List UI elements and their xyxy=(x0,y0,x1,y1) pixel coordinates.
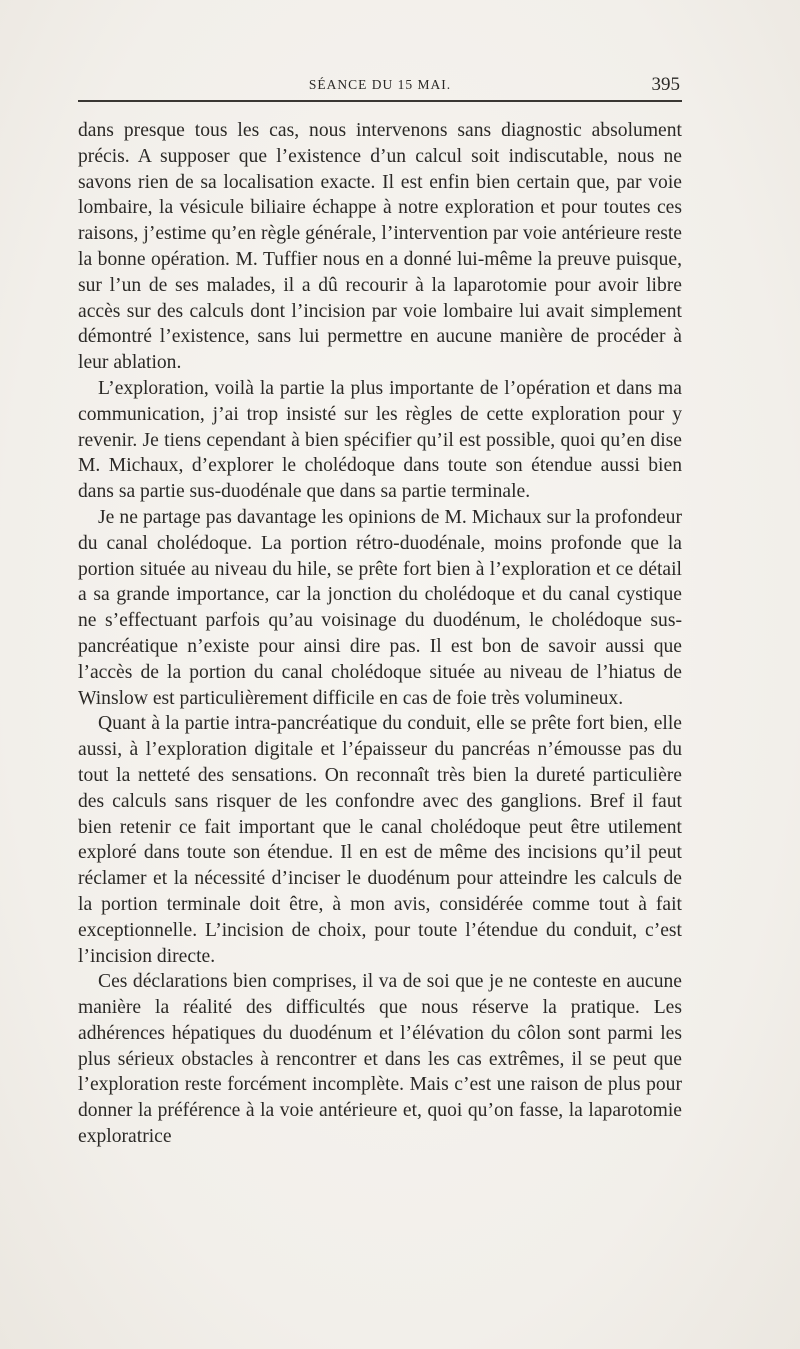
running-header xyxy=(78,74,682,98)
paragraph-1: dans presque tous les cas, nous intervenons sans diagnostic absolument précis. A supposer que l’existence d’un calcul soit indiscutable, nous ne savons rien de sa localisation exacte. Il est enfin bien certain que, par voie lombaire, la vésicule biliaire échappe à notre exploration et pour toutes ces raisons, j’estime qu’en règle générale, l’intervention par voie antérieure reste la bonne opération. M. Tuffier nous en a donné lui-même la preuve puisque, sur l’un de ses malades, il a dû recourir à la laparotomie pour avoir libre accès sur des calculs dont l’incision par voie lombaire lui avait simplement démontré l’existence, sans lui permettre en aucune manière de procéder à leur ablation. xyxy=(78,120,682,374)
body-text xyxy=(78,118,682,1150)
paragraph-5: Ces déclarations bien comprises, il va de soi que je ne conteste en aucune manière la réalité des difficultés que nous réserve la pratique. Les adhérences hépatiques du duodénum et l’élévation du côlon sont parmi les plus sérieux obstacles à rencontrer et dans les cas extrêmes, il se peut que l’exploration reste forcément incomplète. Mais c’est une raison de plus pour donner la préférence à la voie antérieure et, quoi qu’on fasse, la laparotomie exploratrice xyxy=(78,971,682,1148)
running-title: SÉANCE DU 15 MAI. xyxy=(308,77,452,92)
header-rule xyxy=(78,100,682,102)
page-number: 395 xyxy=(651,74,680,95)
paragraph-2: L’exploration, voilà la partie la plus importante de l’opération et dans ma communication, j’ai trop insisté sur les règles de cette exploration pour y revenir. Je tiens cependant à bien spécifier qu’il est possible, quoi qu’en dise M. Michaux, d’explorer le cholédoque dans toute son étendue aussi bien dans sa partie sus-duodénale que dans sa partie terminale. xyxy=(78,377,682,503)
paragraph-3: Je ne partage pas davantage les opinions de M. Michaux sur la profondeur du canal cholédoque. La portion rétro-duodénale, moins profonde que la portion située au niveau du hile, se prête fort bien à l’exploration et ce détail a sa grande importance, car la jonction du cholédoque et du canal cystique ne s’effectuant parfois qu’au voisinage du duodénum, le cholédoque sus-pancréatique n’existe pour ainsi dire pas. Il est bon de savoir aussi que l’accès de la portion du canal cholédoque située au niveau de l’hiatus de Winslow est particulièrement difficile en cas de foie très volumineux. xyxy=(78,506,682,709)
paragraph-4: Quant à la partie intra-pancréatique du conduit, elle se prête fort bien, elle aussi, à l’exploration digitale et l’épaisseur du pancréas n’émousse pas du tout la netteté des sensations. On reconnaît très bien la dureté particulière des calculs sans risquer de les confondre avec des ganglions. Bref il faut bien retenir ce fait important que le canal cholédoque peut être utilement exploré dans toute son étendue. Il en est de même des incisions qu’il peut réclamer et la nécessité d’inciser le duodénum pour atteindre les calculs de la portion terminale doit être, à mon avis, considérée comme tout à fait exceptionnelle. L’incision de choix, pour toute l’étendue du conduit, c’est l’incision directe. xyxy=(78,713,682,967)
